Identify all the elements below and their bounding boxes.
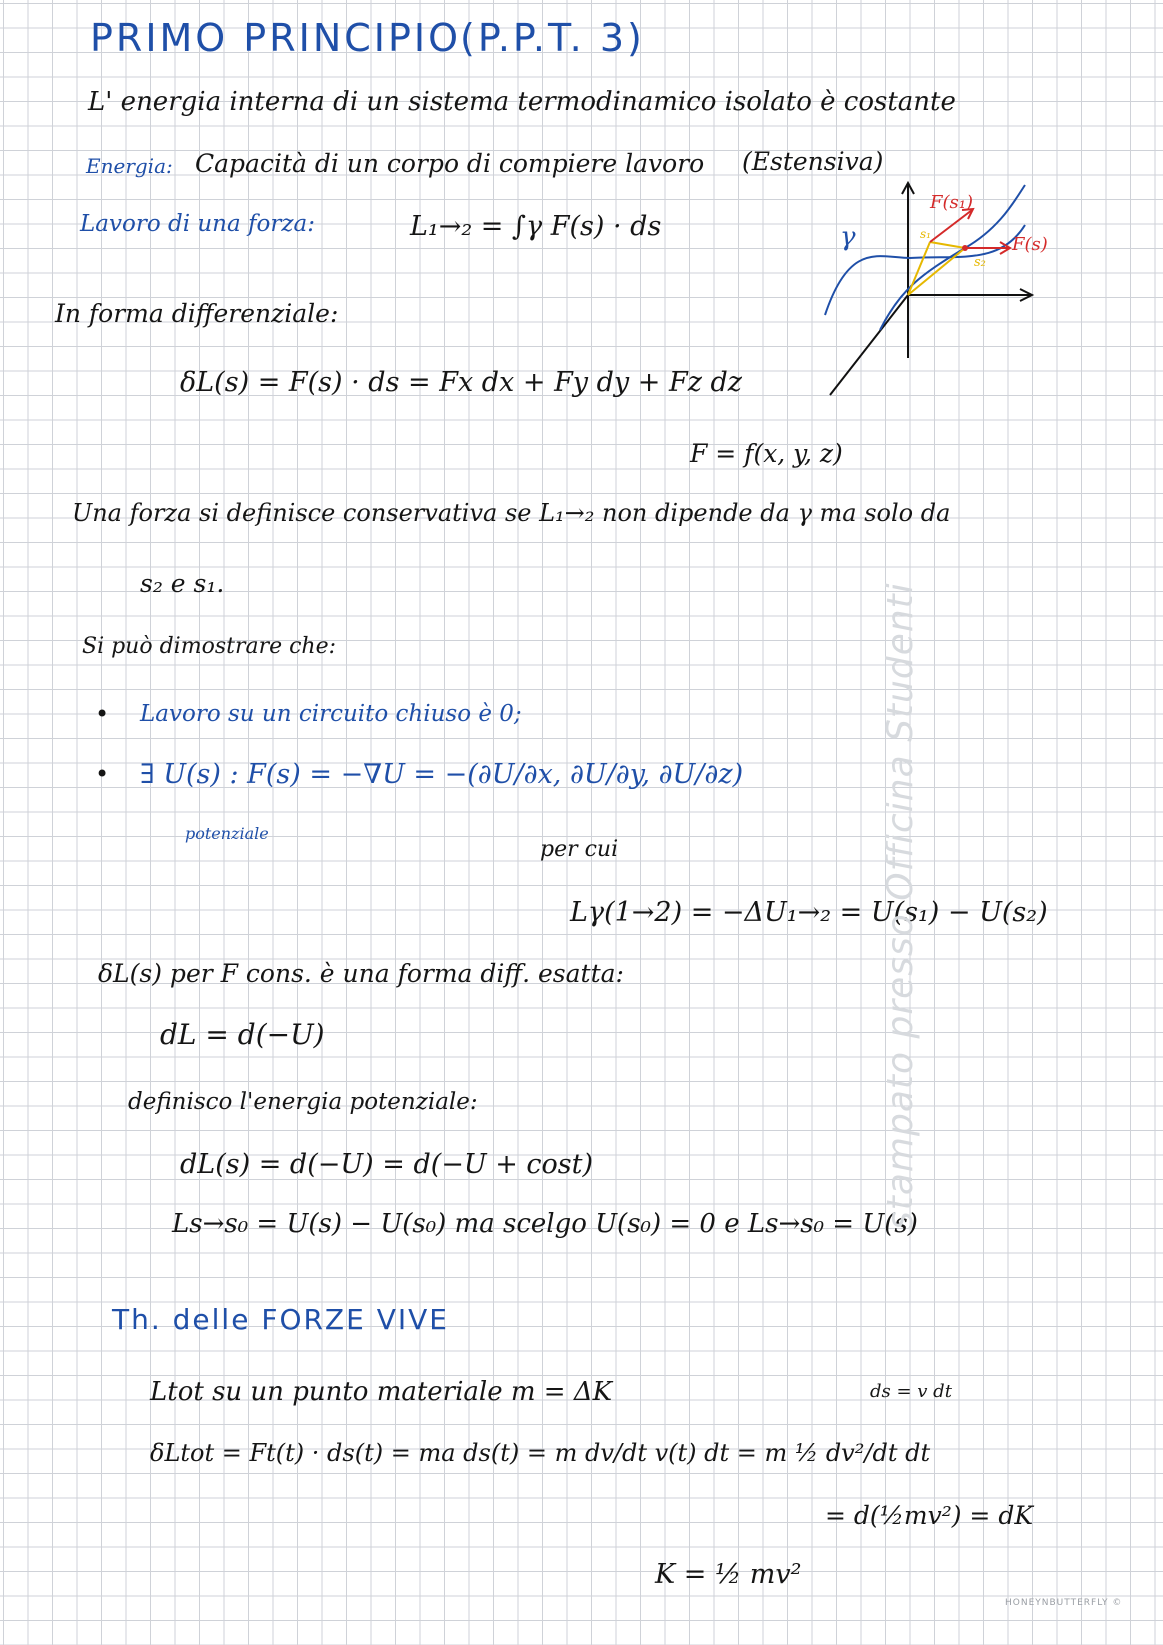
energy-label: Energia: xyxy=(86,154,173,178)
kinetic-energy-def: K = ½ mv² xyxy=(655,1559,802,1590)
author-footer: HONEYNBUTTERFLY © xyxy=(1005,1598,1123,1608)
work-energy-theorem-heading: Th. delle FORZE VIVE xyxy=(112,1303,449,1336)
dL-constant: dL(s) = d(−U) = d(−U + cost) xyxy=(180,1149,594,1180)
closed-circuit-work: Lavoro su un circuito chiuso è 0; xyxy=(140,701,522,727)
total-work-differential: δLtot = Ft(t) · ds(t) = ma ds(t) = m dv/dt v(t) dt = m ½ dv²/dt dt xyxy=(150,1439,931,1467)
force-path-diagram xyxy=(840,180,1110,420)
bullet-dot-1: • xyxy=(95,700,110,728)
print-watermark: stampato presso Officina Studenti xyxy=(880,582,921,1230)
differential-work-formula: δL(s) = F(s) · ds = Fx dx + Fy dy + Fz dz xyxy=(180,367,743,398)
force-vector-s1 xyxy=(930,210,972,242)
title-text: PRIMO PRINCIPIO xyxy=(90,16,462,60)
gamma-label: γ xyxy=(840,222,856,252)
first-law-statement: L' energia interna di un sistema termodinamico isolato è costante xyxy=(88,87,956,117)
potential-energy-def: definisco l'energia potenziale: xyxy=(128,1089,478,1115)
s2-label: s₂ xyxy=(974,255,986,270)
displacement-vector xyxy=(930,242,965,248)
hence: per cui xyxy=(540,837,619,862)
force-s1-label: F(s₁) xyxy=(930,192,973,213)
work-potential-relation: Lγ(1→2) = −ΔU₁→₂ = U(s₁) − U(s₂) xyxy=(570,897,1048,928)
potential-gradient: ∃ U(s) : F(s) = −∇U = −(∂U/∂x, ∂U/∂y, ∂U/∂z) xyxy=(140,759,744,790)
extensive-note: (Estensiva) xyxy=(742,147,884,176)
potential-note: potenziale xyxy=(185,824,269,843)
s1-label: s₁ xyxy=(920,227,931,241)
force-s2-label: F(s) xyxy=(1012,234,1048,255)
kinetic-differential: = d(½mv²) = dK xyxy=(825,1501,1034,1530)
differential-form-heading: In forma differenziale: xyxy=(55,299,339,328)
force-function: F = f(x, y, z) xyxy=(690,439,843,468)
potential-reference: Ls→s₀ = U(s) − U(s₀) ma scelgo U(s₀) = 0 e Ls→s₀ = U(s) xyxy=(172,1209,918,1239)
work-integral-formula: L₁→₂ = ∫γ F(s) · ds xyxy=(410,211,662,242)
s2-vector xyxy=(908,248,965,295)
bullet-dot-2: • xyxy=(95,760,110,788)
point-s2 xyxy=(962,245,968,251)
exact-form-statement: δL(s) per F cons. è una forma diff. esatta: xyxy=(98,959,624,988)
can-show: Si può dimostrare che: xyxy=(82,634,337,659)
total-work-statement: Ltot su un punto materiale m = ΔK xyxy=(150,1377,613,1407)
y-axis xyxy=(830,295,908,395)
conservative-definition: Una forza si definisce conservativa se L₁→₂ non dipende da γ ma solo da xyxy=(72,499,951,527)
energy-definition: Capacità di un corpo di compiere lavoro xyxy=(195,149,705,178)
ds-note: ds = v dt xyxy=(870,1381,952,1402)
dL-equation: dL = d(−U) xyxy=(160,1018,325,1051)
endpoints: s₂ e s₁. xyxy=(140,569,225,598)
work-label: Lavoro di una forza: xyxy=(80,211,315,237)
subtitle-text: (P.P.T. 3) xyxy=(460,16,645,60)
